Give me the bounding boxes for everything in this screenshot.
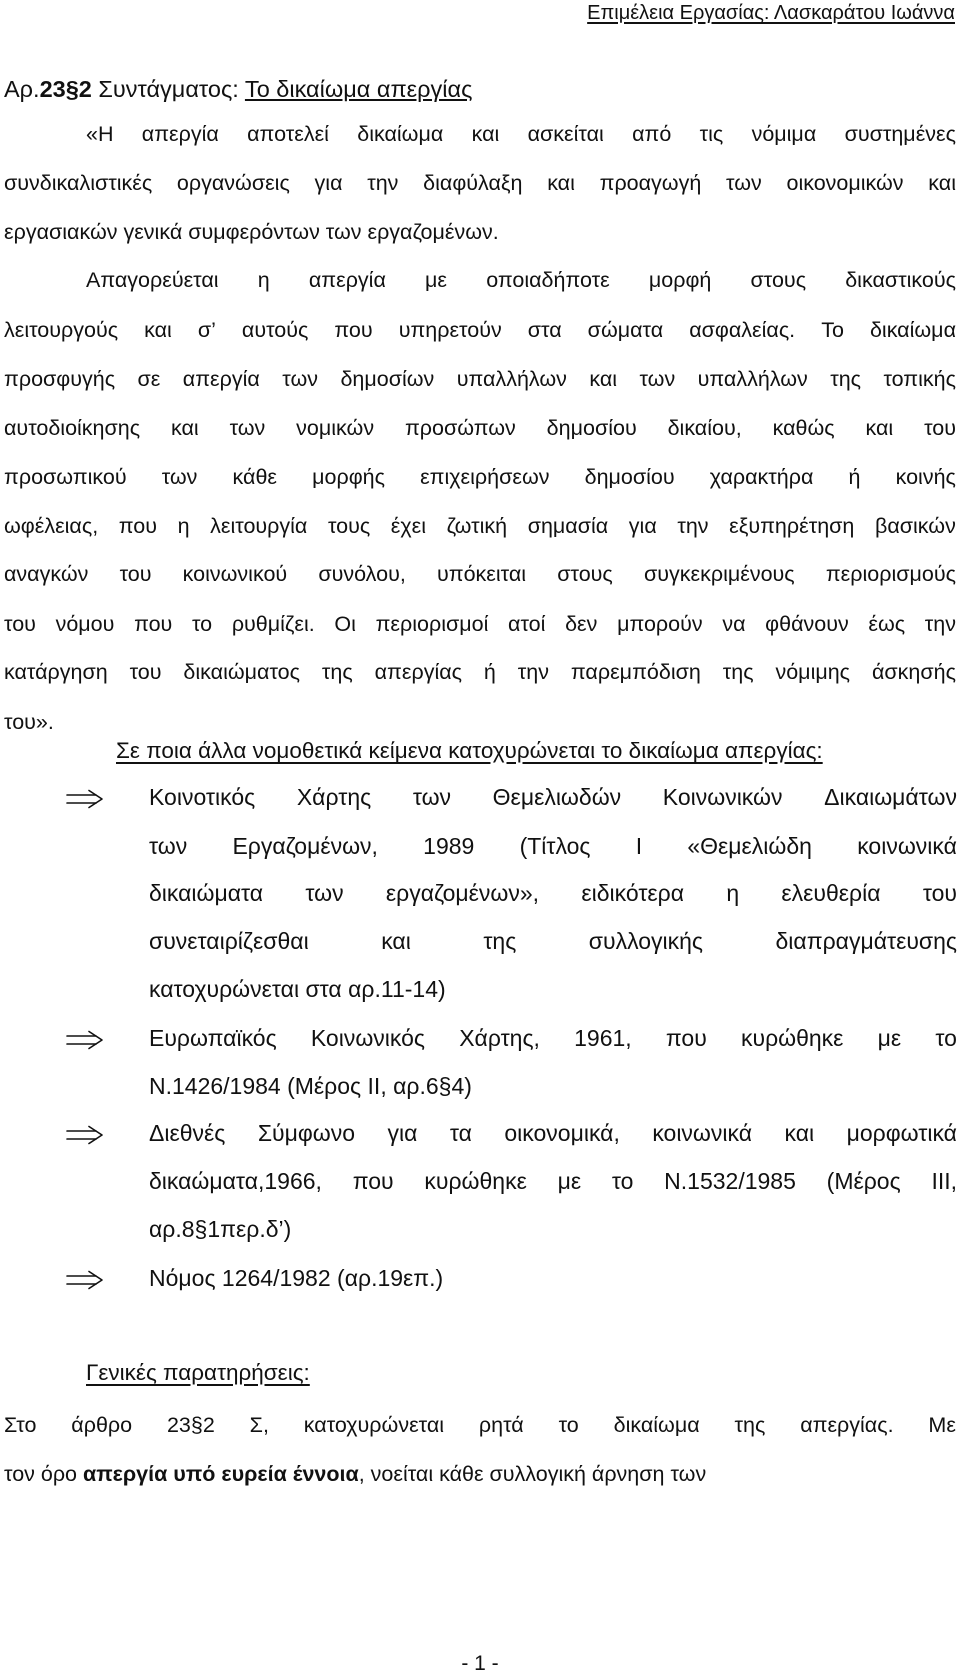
word: Με xyxy=(928,1413,956,1437)
word: δημοσίου xyxy=(584,465,675,489)
word: της xyxy=(321,660,353,684)
word: λειτουργούς xyxy=(4,318,119,342)
word: υπαλλήλων xyxy=(456,367,567,391)
article-line: εργασιακών γενικά συμφερόντων των εργαζομένων. xyxy=(4,220,499,244)
word: περιορισμούς xyxy=(825,562,956,586)
remarks-line-2-suffix: , νοείται κάθε συλλογική άρνηση των xyxy=(358,1462,707,1486)
word: που xyxy=(665,1025,707,1051)
word: ρητά xyxy=(478,1413,524,1437)
word: δημοσίων xyxy=(340,367,435,391)
word: αυτοδιοίκησης xyxy=(4,416,141,440)
page-number: - 1 - xyxy=(461,1652,499,1675)
word: «Θεμελιώδη xyxy=(687,833,812,859)
word: τους xyxy=(327,514,371,538)
word: οποιαδήποτε xyxy=(486,268,610,292)
word: περιορισμοί xyxy=(375,612,489,636)
word: και xyxy=(144,318,172,342)
double-arrow-icon xyxy=(65,789,105,809)
word: για xyxy=(314,171,343,195)
word: οργανώσεις xyxy=(176,171,290,195)
word: της xyxy=(483,928,517,954)
word: με xyxy=(877,1025,902,1051)
word: συνεταιρίζεσθαι xyxy=(149,928,309,954)
word: από xyxy=(632,122,672,146)
word: και xyxy=(928,171,956,195)
word: νόμου xyxy=(55,612,115,636)
word: Χάρτης, xyxy=(459,1025,540,1051)
word: το xyxy=(935,1025,957,1051)
word: Ν.1532/1985 xyxy=(664,1168,796,1194)
double-arrow-icon xyxy=(65,1270,105,1290)
list-item-line: κατοχυρώνεται στα αρ.11-14) xyxy=(149,976,446,1002)
word: Διεθνές xyxy=(149,1120,226,1146)
word: ειδικότερα xyxy=(581,880,685,906)
word: με xyxy=(425,268,448,292)
word: παρεμπόδιση xyxy=(570,660,701,684)
word: προσωπικού xyxy=(4,465,127,489)
word: Εργαζομένων, xyxy=(232,833,378,859)
article-ref-bold: 23§2 xyxy=(39,76,92,102)
word: δεν xyxy=(565,612,598,636)
word: ΙΙΙ, xyxy=(931,1168,957,1194)
word: των xyxy=(726,171,762,195)
word: το xyxy=(558,1413,579,1437)
article-line xyxy=(4,562,956,587)
word: υπαλλήλων xyxy=(697,367,808,391)
article-line xyxy=(4,367,956,392)
word: και xyxy=(865,416,894,440)
word: του xyxy=(129,660,162,684)
word: φθάνουν xyxy=(765,612,849,636)
word: το xyxy=(191,612,213,636)
remarks-line-2 xyxy=(4,1462,956,1487)
word: κοινωνικά xyxy=(652,1120,753,1146)
word: το xyxy=(611,1168,634,1194)
word: της xyxy=(734,1413,766,1437)
word: σώματα xyxy=(587,318,664,342)
word: αποτελεί xyxy=(247,122,329,146)
word: κοινωνικά xyxy=(857,833,957,859)
word: διαφύλαξη xyxy=(423,171,523,195)
article-line: του». xyxy=(4,710,54,734)
word: συλλογικής xyxy=(588,928,703,954)
word: δικαώματα,1966, xyxy=(149,1168,322,1194)
word: οικονομικών xyxy=(786,171,904,195)
word: 1989 xyxy=(423,833,475,859)
word: μπορούν xyxy=(617,612,703,636)
word: απεργία xyxy=(308,268,386,292)
word: Σ, xyxy=(249,1413,269,1437)
word: την xyxy=(517,660,549,684)
article-ref-suffix: Συντάγματος: xyxy=(91,76,245,102)
word: δικαίωμα xyxy=(869,318,956,342)
word: που xyxy=(334,318,373,342)
word: για xyxy=(628,514,657,538)
list-item-line xyxy=(149,784,957,811)
word: κοινής xyxy=(895,465,956,489)
word: που xyxy=(118,514,158,538)
word: σε xyxy=(137,367,161,391)
word: και xyxy=(381,928,411,954)
word: απεργίας xyxy=(374,660,463,684)
word: η xyxy=(257,268,270,292)
word: μορφωτικά xyxy=(846,1120,957,1146)
article-line xyxy=(4,612,956,637)
article-line xyxy=(86,268,956,293)
word: των xyxy=(305,880,344,906)
word: προσφυγής xyxy=(4,367,116,391)
word: σημασία xyxy=(527,514,609,538)
word: τοπικής xyxy=(883,367,956,391)
list-item-line xyxy=(149,1120,957,1147)
word: άσκησής xyxy=(871,660,956,684)
word: Στο xyxy=(4,1413,37,1437)
word: συνδικαλιστικές xyxy=(4,171,153,195)
word: 23§2 xyxy=(166,1413,215,1437)
word: κατάργηση xyxy=(4,660,108,684)
word: για xyxy=(387,1120,418,1146)
word: του xyxy=(4,612,36,636)
word: (Τίτλος xyxy=(519,833,591,859)
word: της xyxy=(722,660,754,684)
word: προαγωγή xyxy=(599,171,702,195)
word: και xyxy=(589,367,618,391)
word: και xyxy=(547,171,575,195)
word: δικαίου, xyxy=(667,416,742,440)
word: την xyxy=(677,514,709,538)
word: οικονομικά, xyxy=(504,1120,620,1146)
word: σ’ xyxy=(197,318,216,342)
list-item-line xyxy=(149,1168,957,1195)
word: υπηρετούν xyxy=(398,318,502,342)
article-line xyxy=(4,465,956,490)
word: ατοί xyxy=(508,612,546,636)
page-header: Επιμέλεια Εργασίας: Λασκαράτου Ιωάννα xyxy=(587,2,955,24)
word: την xyxy=(924,612,956,636)
word: να xyxy=(722,612,746,636)
word: κυρώθηκε xyxy=(424,1168,527,1194)
word: Απαγορεύεται xyxy=(86,268,219,292)
article-line xyxy=(4,318,956,343)
word: απεργία xyxy=(182,367,260,391)
word: μορφή xyxy=(648,268,712,292)
word: και xyxy=(471,122,500,146)
word: Δικαιωμάτων xyxy=(824,784,957,810)
word: που xyxy=(352,1168,394,1194)
word: δημοσίου xyxy=(546,416,637,440)
word: άρθρο xyxy=(71,1413,133,1437)
word: των xyxy=(229,416,266,440)
word: νομικών xyxy=(296,416,375,440)
word: Κοινοτικός xyxy=(149,784,256,810)
word: συγκεκριμένους xyxy=(643,562,795,586)
word: της xyxy=(830,367,862,391)
word: δικαιώματα xyxy=(149,880,264,906)
word: απεργία xyxy=(141,122,219,146)
word: τα xyxy=(449,1120,472,1146)
word: των xyxy=(282,367,319,391)
word: και xyxy=(170,416,199,440)
word: εργαζομένων», xyxy=(385,880,540,906)
remarks-line-1 xyxy=(4,1413,956,1438)
word: δικαιώματος xyxy=(183,660,300,684)
word: νόμιμης xyxy=(775,660,851,684)
word: αναγκών xyxy=(4,562,89,586)
list-item-line xyxy=(149,833,957,860)
word: ή xyxy=(848,465,861,489)
remarks-bold-term: απεργία υπό ευρεία έννοια xyxy=(83,1462,359,1486)
word: αυτούς xyxy=(241,318,309,342)
word: προσώπων xyxy=(404,416,516,440)
word: διαπραγμάτευσης xyxy=(775,928,957,954)
word: «Η xyxy=(86,122,114,146)
word: έως xyxy=(868,612,906,636)
word: κάθε xyxy=(232,465,278,489)
word: ωφέλειας, xyxy=(4,514,99,538)
word: Ευρωπαϊκός xyxy=(149,1025,277,1051)
word: κυρώθηκε xyxy=(740,1025,844,1051)
word: ζωτική xyxy=(446,514,508,538)
article-line xyxy=(4,416,956,441)
word: τις xyxy=(699,122,724,146)
word: εξυπηρέτηση xyxy=(729,514,855,538)
word: και xyxy=(784,1120,815,1146)
word: δικαστικούς xyxy=(845,268,956,292)
word: των xyxy=(149,833,188,859)
word: ασφαλείας. xyxy=(689,318,796,342)
article-line xyxy=(4,660,956,685)
word: του xyxy=(119,562,152,586)
word: υπόκειται xyxy=(437,562,527,586)
word: ρυθμίζει. xyxy=(231,612,315,636)
list-item-line xyxy=(149,928,957,955)
word: επιχειρήσεων xyxy=(420,465,550,489)
word: Οι xyxy=(334,612,356,636)
word: κοινωνικού xyxy=(182,562,288,586)
word: που xyxy=(134,612,173,636)
word: του xyxy=(924,416,956,440)
word: Κοινωνικός xyxy=(310,1025,425,1051)
word: Θεμελιωδών xyxy=(492,784,622,810)
word: λειτουργία xyxy=(210,514,308,538)
word: (Μέρος xyxy=(826,1168,901,1194)
word: ή xyxy=(483,660,496,684)
word: απεργίας. xyxy=(800,1413,894,1437)
other-texts-heading: Σε ποια άλλα νομοθετικά κείμενα κατοχυρώνεται το δικαίωμα απεργίας: xyxy=(116,738,823,763)
word: μορφής xyxy=(312,465,385,489)
word: στους xyxy=(557,562,613,586)
word: κατοχυρώνεται xyxy=(303,1413,445,1437)
article-title: Το δικαίωμα απεργίας xyxy=(244,76,473,102)
word: έχει xyxy=(390,514,427,538)
word: την xyxy=(367,171,399,195)
word: του xyxy=(922,880,957,906)
word: νόμιμα xyxy=(751,122,817,146)
word: συνόλου, xyxy=(318,562,406,586)
word: με xyxy=(557,1168,582,1194)
word: ασκείται xyxy=(527,122,604,146)
remarks-line-2-prefix: τον όρο xyxy=(4,1462,78,1486)
word: καθώς xyxy=(772,416,835,440)
word: Σύμφωνο xyxy=(257,1120,356,1146)
article-line xyxy=(86,122,956,147)
double-arrow-icon xyxy=(65,1030,105,1050)
word: η xyxy=(726,880,740,906)
word: η xyxy=(177,514,190,538)
article-line xyxy=(4,514,956,539)
word: των xyxy=(161,465,198,489)
article-line xyxy=(4,171,956,196)
word: Χάρτης xyxy=(296,784,372,810)
word: 1961, xyxy=(574,1025,632,1051)
word: στα xyxy=(527,318,562,342)
word: δικαίωμα xyxy=(613,1413,700,1437)
list-item-line: Ν.1426/1984 (Μέρος ΙΙ, αρ.6§4) xyxy=(149,1073,472,1099)
word: συστημένες xyxy=(844,122,956,146)
word: βασικών xyxy=(874,514,956,538)
word: ελευθερία xyxy=(781,880,881,906)
list-item-line xyxy=(149,880,957,907)
word: Ι xyxy=(635,833,643,859)
remarks-heading: Γενικές παρατηρήσεις: xyxy=(86,1360,310,1385)
word: των xyxy=(412,784,452,810)
double-arrow-icon xyxy=(65,1125,105,1145)
list-item-line xyxy=(149,1025,957,1052)
word: δικαίωμα xyxy=(357,122,444,146)
word: χαρακτήρα xyxy=(709,465,814,489)
word: Κοινωνικών xyxy=(662,784,783,810)
article-title-line xyxy=(4,76,956,103)
word: των xyxy=(639,367,676,391)
article-ref-prefix: Αρ. xyxy=(4,76,40,102)
list-item-line: αρ.8§1περ.δ’) xyxy=(149,1216,292,1242)
word: στους xyxy=(750,268,807,292)
word: Το xyxy=(821,318,844,342)
list-item-line: Νόμος 1264/1982 (αρ.19επ.) xyxy=(149,1265,444,1291)
